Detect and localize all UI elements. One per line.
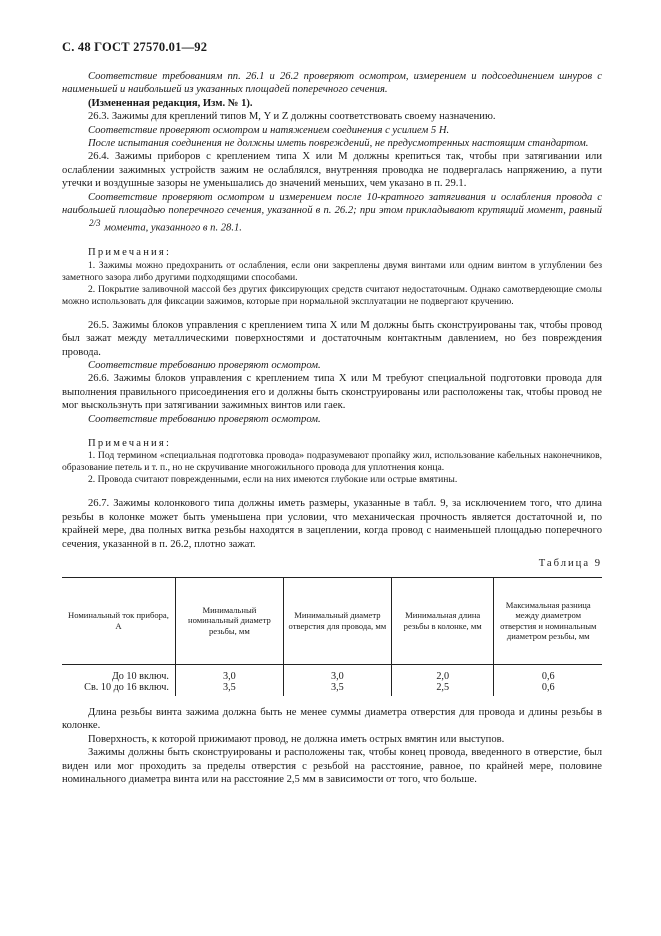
paragraph: Соответствие требованиям пп. 26.1 и 26.2 проверяют осмотром, измерением и подсоединением шнуров с наименьшей и наибольшей из указанных площадей поперечного сечения. [62, 71, 602, 96]
clause-26-3: 26.3. Зажимы для креплений типов М, Y и Z должны соответствовать своему назначению. [88, 111, 496, 123]
paragraph [62, 191, 602, 236]
paragraph-part: момента, указанного в п. 28.1. [104, 223, 242, 234]
paragraph: После испытания соединения не должны иметь повреждений, не предусмотренных настоящим стандартом. [88, 138, 589, 150]
column-header: Минимальная длина резьбы в колонке, мм [391, 577, 494, 664]
table-cell: 3,5 [283, 682, 391, 696]
column-header: Минимальный номинальный диаметр резьбы, мм [175, 577, 283, 664]
note-item: 2. Провода считают поврежденными, если на них имеются глубокие или острые вмятины. [88, 474, 458, 486]
table-cell: 3,0 [175, 664, 283, 682]
column-header: Минимальный диаметр отверстия для провода, мм [283, 577, 391, 664]
notes-title: Примечания: [88, 247, 172, 259]
table-cell: 2,5 [391, 682, 494, 696]
table-row [62, 682, 602, 696]
table-caption: Таблица 9 [538, 558, 602, 570]
table-cell: 3,0 [283, 664, 391, 682]
page-header: С. 48 ГОСТ 27570.01—92 [62, 40, 208, 54]
amendment-note: (Измененная редакция, Изм. № 1). [88, 97, 253, 109]
paragraph: Соответствие требованию проверяют осмотром. [88, 413, 321, 425]
table-cell: 3,5 [175, 682, 283, 696]
note-item: 2. Покрытие заливочной массой без других фиксирующих средств считают недостаточным. Однако самотвердеющие смолы можно использовать для фиксации зажимов, которые при нормальной эксплуатации не подвергают кручению. [62, 283, 602, 307]
notes-title: Примечания: [88, 438, 172, 450]
note-item: 1. Под термином «специальная подготовка провода» подразумевают пропайку жил, использование кабельных наконечников, образование петель и т. п., но не скручивание многожильного провода для уплотнения конца. [62, 450, 602, 474]
clause-26-5: 26.5. Зажимы блоков управления с креплением типа X или М должны быть сконструированы так, чтобы провод был зажат между металлическими поверхностями и достаточным контактным давлением, но без повреждения провода. [62, 319, 602, 358]
table-header-row [62, 577, 602, 664]
paragraph: Зажимы должны быть сконструированы и расположены так, чтобы конец провода, введенного в отверстие, был виден или мог проходить за пределы отверстия с резьбой на расстояние, равное, по крайней мере, половине номинального диаметра винта или на расстояние 2,5 мм в зависимости от того, что больше. [62, 747, 602, 786]
table-cell: 0,6 [494, 664, 602, 682]
paragraph: Соответствие проверяют осмотром и натяжением соединения с усилием 5 Н. [88, 124, 450, 136]
paragraph-part: Соответствие проверяют осмотром и измерением после 10-кратного затягивания и ослабления провода с наибольшей площадью поперечного сечения, указанной в п. 26.2; при этом прикладывают крутящий момент, равный [62, 191, 602, 217]
fraction: 2/3 [89, 218, 101, 229]
table-cell: 0,6 [494, 682, 602, 696]
clause-26-4: 26.4. Зажимы приборов с креплением типа X или М должны крепиться так, чтобы при затягивании или ослаблении зажимных устройств зажим не ослаблялся, внутренняя проводка не подвергалась напряжению, а пути утечки и воздушные зазоры не уменьшались до значений меньших, чем указано в п. 29.1. [62, 151, 602, 190]
paragraph: Соответствие требованию проверяют осмотром. [88, 360, 321, 372]
paragraph: Поверхность, к которой прижимают провод, не должна иметь острых вмятин или выступов. [88, 733, 505, 745]
clause-26-6: 26.6. Зажимы блоков управления с креплением типа X или М требуют специальной подготовки провода для выполнения правильного присоединения его и должны быть сконструированы или расположены так, чтобы провод не мог выскользнуть при затягивании зажимных винтов или гаек. [62, 373, 602, 412]
document-body [62, 70, 602, 786]
table-9 [62, 577, 602, 697]
paragraph: Длина резьбы винта зажима должна быть не менее суммы диаметра отверстия для провода и длины резьбы в колонке. [62, 707, 602, 732]
clause-26-7: 26.7. Зажимы колонкового типа должны иметь размеры, указанные в табл. 9, за исключением того, что длина резьбы в колонке может быть уменьшена при условии, что механическая прочность является достаточной и, по крайней мере, два полных витка резьбы находятся в зацеплении, когда провод с наименьшей площадью поперечного сечения, указанной в п. 26.2, плотно зажат. [62, 498, 602, 550]
column-header: Номинальный ток прибора, А [62, 577, 175, 664]
table-cell: До 10 включ. [111, 670, 169, 682]
table-row [62, 664, 602, 682]
note-item: 1. Зажимы можно предохранить от ослабления, если они закреплены двумя винтами или одним винтом в углублении без заметного зазора либо другими подходящими способами. [62, 259, 602, 283]
table-cell: Св. 10 до 16 включ. [84, 682, 169, 693]
column-header: Максимальная разница между диаметром отверстия и номинальным диаметром резьбы, мм [494, 577, 602, 664]
table-cell: 2,0 [391, 664, 494, 682]
